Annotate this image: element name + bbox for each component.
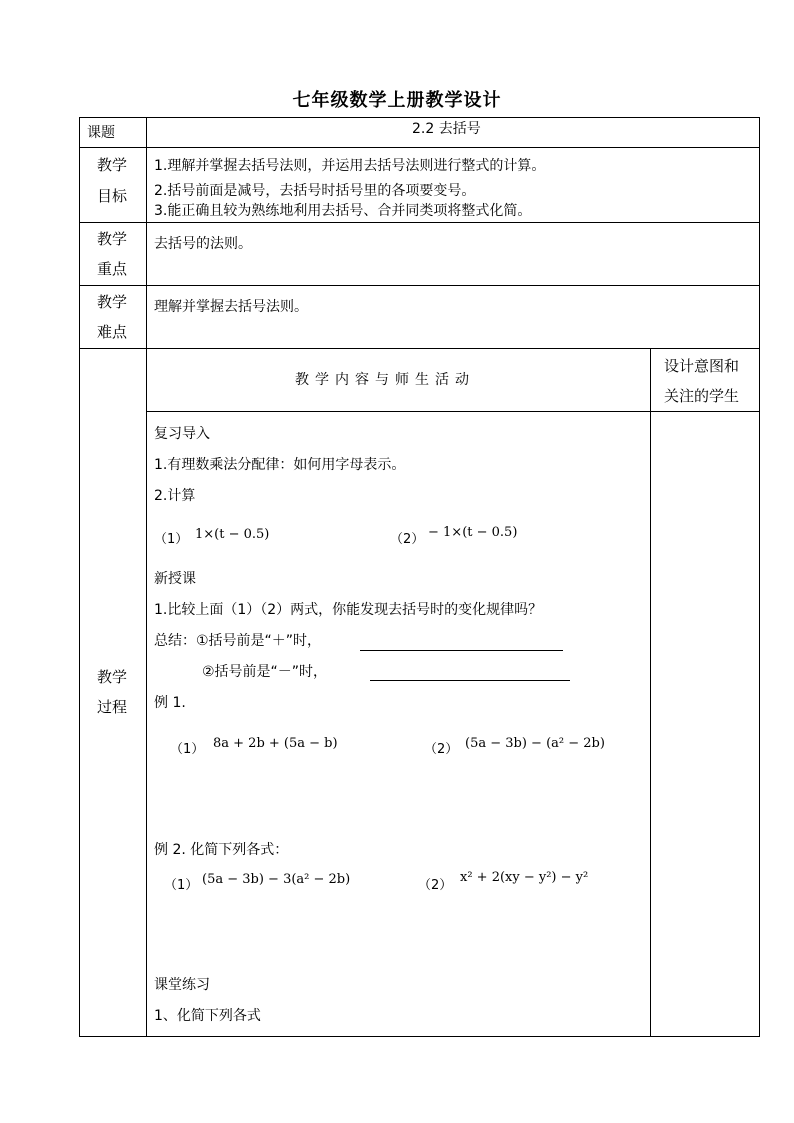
calc2-number: （2） — [390, 532, 425, 547]
key-value: 去括号的法则。 — [154, 236, 252, 252]
example1-expression-2: (5a − 3b) − (a² − 2b) — [465, 736, 605, 751]
side-header-2: 关注的学生 — [664, 387, 740, 405]
summary-blank-2[interactable] — [370, 680, 570, 681]
calc2-expression: − 1×(t − 0.5) — [428, 525, 518, 540]
summary-blank-1[interactable] — [360, 650, 563, 651]
calc1-expression: 1×(t − 0.5) — [195, 527, 270, 542]
summary-line-2: ②括号前是“－”时， — [202, 664, 328, 680]
table-border-right — [759, 117, 760, 1037]
review-item-1: 1.有理数乘法分配律：如何用字母表示。 — [154, 457, 406, 473]
example2-title: 例 2. 化简下列各式： — [154, 842, 289, 858]
table-divider — [146, 117, 147, 1037]
table-border-top — [79, 117, 760, 118]
difficulty-label-1: 教学 — [97, 293, 128, 311]
difficulty-label-2: 难点 — [97, 323, 128, 341]
table-divider — [79, 285, 760, 286]
goals-label-1: 教学 — [97, 156, 128, 174]
example1-number-2: （2） — [424, 742, 459, 757]
topic-label: 课题 — [87, 125, 115, 141]
topic-value: 2.2 去括号 — [412, 121, 481, 137]
example1-expression-1: 8a + 2b + (5a − b) — [213, 736, 338, 751]
practice-title: 课堂练习 — [154, 977, 210, 993]
process-label-2: 过程 — [97, 698, 128, 716]
difficulty-value: 理解并掌握去括号法则。 — [154, 299, 308, 315]
table-border-bottom — [79, 1036, 760, 1037]
new-lesson-item-1: 1.比较上面（1）（2）两式，你能发现去括号时的变化规律吗？ — [154, 602, 543, 618]
goals-label-2: 目标 — [97, 187, 128, 205]
example1-number-1: （1） — [170, 742, 205, 757]
table-divider — [79, 222, 760, 223]
example1-title: 例 1. — [154, 695, 186, 711]
table-divider — [79, 147, 760, 148]
process-label-1: 教学 — [97, 668, 128, 686]
calc1-number: （1） — [154, 532, 189, 547]
side-header-1: 设计意图和 — [664, 357, 740, 375]
table-divider — [650, 348, 651, 1037]
review-item-2: 2.计算 — [154, 488, 196, 504]
table-border-left — [79, 117, 80, 1037]
table-divider — [79, 348, 760, 349]
example2-expression-2: x² + 2(xy − y²) − y² — [460, 870, 589, 885]
practice-item-1: 1、化简下列各式 — [154, 1008, 261, 1024]
example2-number-1: （1） — [164, 878, 199, 893]
page-title: 七年级数学上册教学设计 — [292, 90, 502, 111]
example2-number-2: （2） — [418, 878, 453, 893]
goal-item-2: 2.括号前面是减号，去括号时括号里的各项要变号。 — [154, 183, 476, 199]
summary-line-1: 总结：①括号前是“＋”时， — [154, 633, 322, 649]
review-title: 复习导入 — [154, 426, 210, 442]
table-divider — [146, 411, 760, 412]
new-lesson-title: 新授课 — [154, 571, 196, 587]
key-label-2: 重点 — [97, 260, 128, 278]
content-header: 教学内容与师生活动 — [295, 372, 475, 388]
goal-item-3: 3.能正确且较为熟练地利用去括号、合并同类项将整式化简。 — [154, 203, 532, 219]
goal-item-1: 1.理解并掌握去括号法则，并运用去括号法则进行整式的计算。 — [154, 158, 546, 174]
example2-expression-1: (5a − 3b) − 3(a² − 2b) — [202, 872, 351, 887]
key-label-1: 教学 — [97, 230, 128, 248]
